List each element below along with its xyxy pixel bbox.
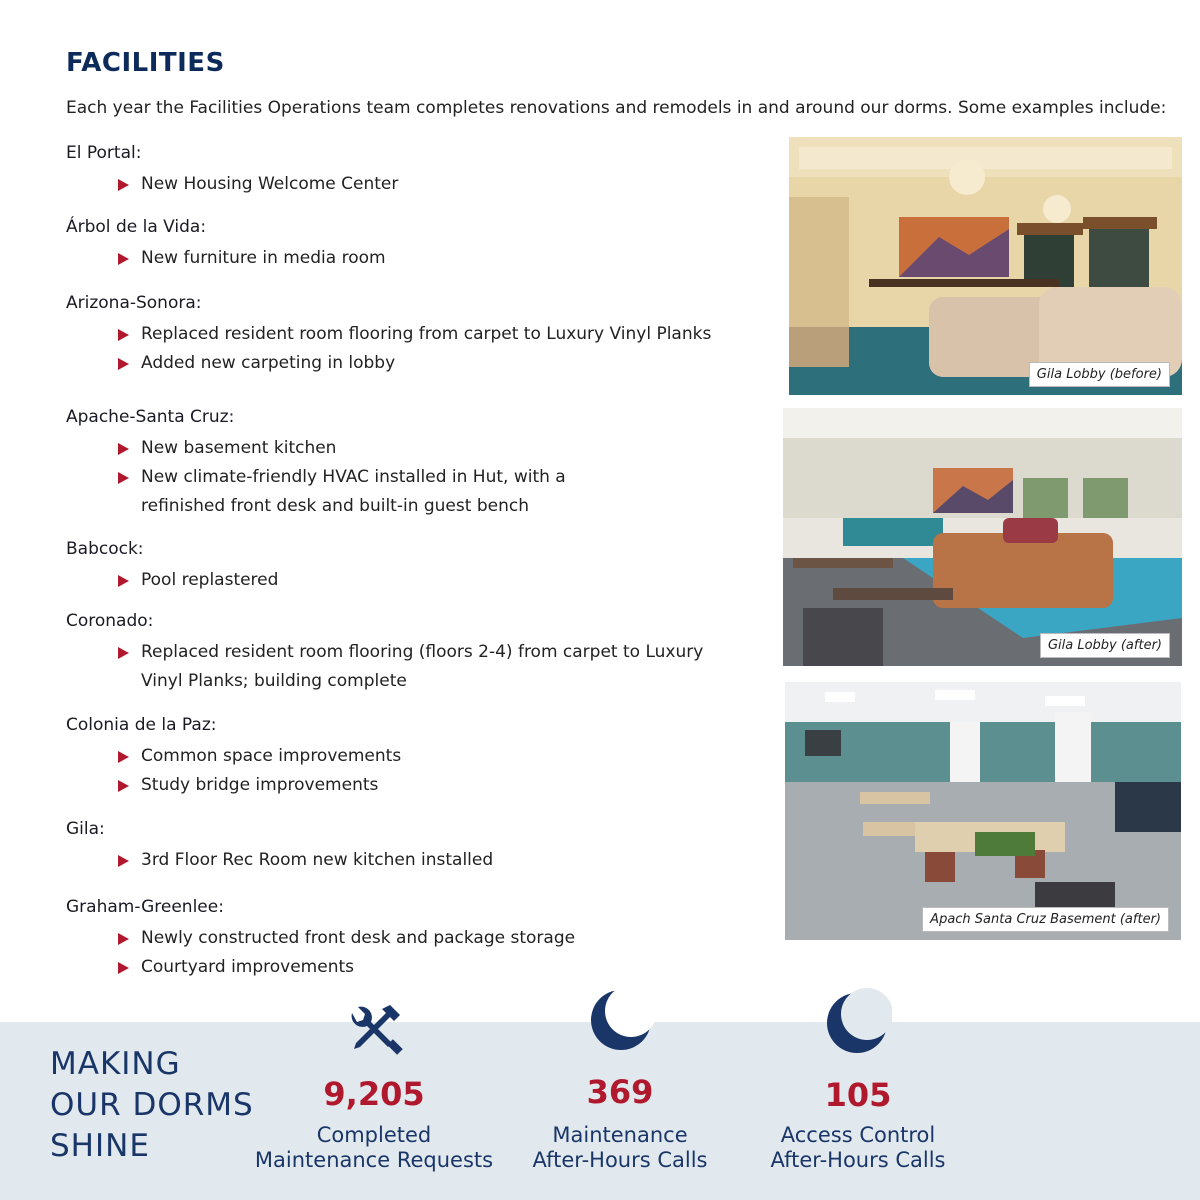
- section-heading: El Portal:: [66, 143, 142, 163]
- section-heading: Gila:: [66, 819, 105, 839]
- bullet-triangle-icon: [118, 962, 129, 974]
- bullet-triangle-icon: [118, 472, 129, 484]
- list-item: New basement kitchen: [66, 434, 746, 463]
- list-item-continuation: Vinyl Planks; building complete: [141, 671, 407, 691]
- bullet-triangle-icon: [118, 855, 129, 867]
- section-gila: [66, 817, 746, 875]
- bullet-triangle-icon: [118, 443, 129, 455]
- section-heading: Babcock:: [66, 539, 144, 559]
- section-heading: Graham-Greenlee:: [66, 897, 224, 917]
- list-item: 3rd Floor Rec Room new kitchen installed: [66, 846, 746, 875]
- bullet-triangle-icon: [118, 329, 129, 341]
- bullet-triangle-icon: [118, 575, 129, 587]
- bullet-triangle-icon: [118, 253, 129, 265]
- lobby-after-illustration: [783, 408, 1182, 666]
- list-item: Courtyard improvements: [66, 953, 746, 982]
- photo-gila-lobby-after: [783, 408, 1182, 666]
- crescent-moon-icon: [586, 985, 656, 1059]
- list-item: Study bridge improvements: [66, 771, 746, 800]
- bullet-triangle-icon: [118, 933, 129, 945]
- stat-value: 369: [586, 1073, 654, 1111]
- wrench-screwdriver-icon: [342, 999, 406, 1067]
- section-colonia-de-la-paz: [66, 713, 746, 800]
- section-arbol-de-la-vida: [66, 215, 746, 273]
- section-arizona-sonora: [66, 291, 746, 378]
- stat-access-control-after-hours: [758, 988, 958, 1188]
- section-heading: Coronado:: [66, 611, 154, 631]
- stat-maintenance-after-hours: [520, 985, 720, 1185]
- list-item: Replaced resident room flooring from carpet to Luxury Vinyl Planks: [66, 320, 746, 349]
- bullet-triangle-icon: [118, 647, 129, 659]
- section-babcock: [66, 537, 746, 595]
- list-item: Common space improvements: [66, 742, 746, 771]
- bullet-triangle-icon: [118, 780, 129, 792]
- bullet-triangle-icon: [118, 179, 129, 191]
- stat-label: Access Control After-Hours Calls: [770, 1123, 946, 1172]
- photo-caption: Apach Santa Cruz Basement (after): [922, 907, 1169, 932]
- list-item: Replaced resident room flooring (floors 2-4) from carpet to Luxury: [66, 638, 746, 667]
- stat-label: Completed Maintenance Requests: [254, 1123, 494, 1172]
- intro-text: Each year the Facilities Operations team completes renovations and remodels in and around our dorms. Some examples include:: [66, 98, 1167, 118]
- section-heading: Colonia de la Paz:: [66, 715, 217, 735]
- list-item-continuation: refinished front desk and built-in guest bench: [141, 496, 529, 516]
- bullet-triangle-icon: [118, 751, 129, 763]
- section-graham-greenlee: [66, 895, 746, 982]
- tagline: MAKING OUR DORMS SHINE: [50, 1046, 254, 1164]
- section-coronado: [66, 609, 746, 696]
- lobby-before-illustration: [789, 137, 1182, 395]
- crescent-moon-icon: [822, 988, 892, 1062]
- list-item: New furniture in media room: [66, 244, 746, 273]
- photo-gila-lobby-before: [789, 137, 1182, 395]
- section-heading: Apache-Santa Cruz:: [66, 407, 235, 427]
- list-item: Newly constructed front desk and package storage: [66, 924, 746, 953]
- section-heading: Arizona-Sonora:: [66, 293, 202, 313]
- list-item: Pool replastered: [66, 566, 746, 595]
- list-item: Added new carpeting in lobby: [66, 349, 746, 378]
- stat-value: 9,205: [323, 1075, 425, 1113]
- list-item: New Housing Welcome Center: [66, 170, 746, 199]
- photo-basement-after: [785, 682, 1181, 940]
- stat-completed-requests: [254, 995, 494, 1185]
- stat-label: Maintenance After-Hours Calls: [532, 1123, 708, 1172]
- stat-value: 105: [824, 1076, 892, 1114]
- page-title: FACILITIES: [66, 48, 225, 78]
- section-heading: Árbol de la Vida:: [66, 217, 207, 237]
- section-apache-santa-cruz: [66, 405, 746, 521]
- basement-illustration: [785, 682, 1181, 940]
- photo-caption: Gila Lobby (after): [1040, 633, 1170, 658]
- bullet-triangle-icon: [118, 358, 129, 370]
- photo-caption: Gila Lobby (before): [1029, 362, 1170, 387]
- list-item: New climate-friendly HVAC installed in Hut, with a: [66, 463, 746, 492]
- section-el-portal: [66, 141, 746, 199]
